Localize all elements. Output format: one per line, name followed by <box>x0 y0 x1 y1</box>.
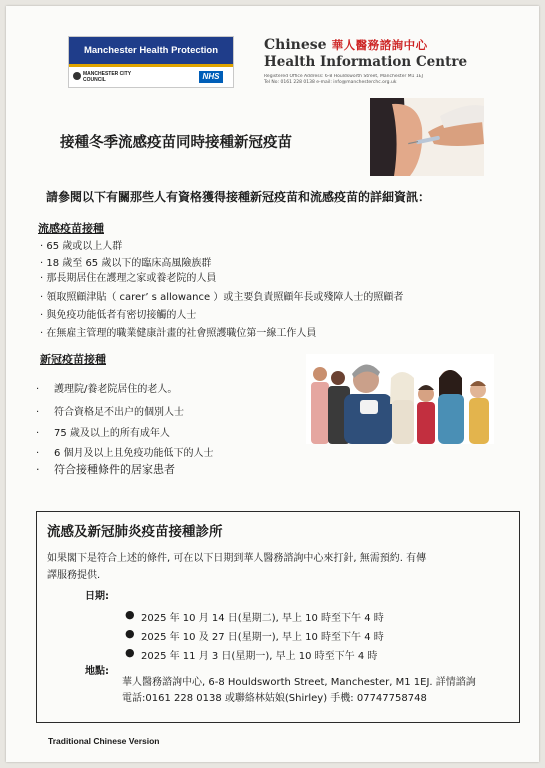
chc-address-block <box>264 74 464 86</box>
flu-item: · 與免疫功能低者有密切接觸的人士 <box>40 310 197 321</box>
page-title: 接種冬季流感疫苗同時接種新冠疫苗 <box>60 135 292 151</box>
bullet-icon: ● <box>125 608 135 621</box>
vaccination-photo <box>370 98 484 176</box>
bullet-icon: · <box>36 448 40 459</box>
mhp-logo-title: Manchester Health Protection <box>69 37 233 64</box>
flu-item: · 那長期居住在護理之家或養老院的人員 <box>40 273 217 284</box>
clinic-description-line2: 譯服務提供. <box>47 570 101 581</box>
bullet-icon: · <box>36 428 40 439</box>
manchester-health-protection-logo <box>68 36 234 88</box>
clinic-info-box: 流感及新冠肺炎疫苗接種診所 如果閣下是符合上述的條件, 可在以下日期到華人醫務諮詢中心來打針, 無需預約. 有傳 譯服務提供. 日期: ● 2025 年 10 月 14 日(星期二), 早上 10 時至下午 4 時 ● 2025 年 10 及 27 日(星期一), 早上 10 時至下午 4 時 ● 2025 年 11 月 3 日(星期一), 早上 10 時至下午 4 時 地點: 華人醫務諮詢中心, 6-8 Houldsworth Street, Manchester, M1 1EJ. 詳情諮詢 電話:0161 228 0138 或聯絡林姑娘(Shirley) 手機: 07747758748 <box>36 511 520 723</box>
chc-chinese-name: 華人醫務諮詢中心 <box>331 38 428 52</box>
chc-english-line2: Health Information Centre <box>264 54 468 70</box>
clinic-address: 華人醫務諮詢中心, 6-8 Houldsworth Street, Manchester, M1 1EJ. 詳情諮詢 <box>122 677 476 688</box>
date-label: 日期: <box>85 591 109 602</box>
bullet-icon: ● <box>125 646 135 659</box>
chc-address: Registered Office Address: 6-8 Houldsworth Street, Manchester M1 1EJ <box>264 74 423 79</box>
bullet-icon: · <box>36 384 40 395</box>
chinese-health-info-centre-logo <box>264 34 468 94</box>
community-group-photo <box>306 354 494 444</box>
covid-heading: 新冠疫苗接種 <box>40 353 106 366</box>
bullet-icon: ● <box>125 627 135 640</box>
clinic-title: 流感及新冠肺炎疫苗接種診所 <box>47 524 223 540</box>
city-council-crest-icon <box>73 72 81 80</box>
flu-item: · 領取照顧津貼（ carer’ s allowance ）或主要負責照顧年長或殘障人士的照顧者 <box>40 292 404 303</box>
flyer-page: Manchester Health Protection MANCHESTER CITY COUNCIL NHS Chinese 華人醫務諮詢中心 Health Information Centre Registered Office Address: 6-8 Houldsworth Street, Manchester M1 1EJ Tel No: 0161 228 0138 e-mail: info@manchesterchc.org.uk 接種冬季流感疫苗同時接種新冠疫苗 請參閱以下有關那些人有資格獲得接種新冠疫苗和流感疫苗的詳細資訊： 流感疫苗接種 · 65 歲或以上人群 · 18 歲至 65 歲以下的臨床高風險族群 · 那長期居住在護理之家或養老院的人員 · 領取照顧津貼（ carer’ s allowance ）或主要負責照顧年長或殘障人士的照顧者 · 與免疫功能低者有密切接觸的人士 · 在無雇主管理的職業健康計畫的社會照護職位第一線工作人員 新冠疫苗接種 · 護理院/養老院居住的老人。 · 符合資格足不出户的個別人士 · 75 歲及以上的所有成年人 · 6 個月及以上且免疫功能低下的人士 · 符合接種條件的居家患者 流感及新冠肺炎疫苗接種診所 如果閣下是符合上述的條件, 可在以下日期到華人醫務諮詢中心來打針, 無需預約. 有傳 譯服務提供. 日期: ● 2025 年 10 月 14 日(星期二), 早上 10 時至下午 4 時 ● 2025 年 10 及 27 日(星期一), 早上 10 時至下午 4 時 ● 2025 年 11 月 3 日(星期一), 早上 10 時至下午 4 時 地點: 華人醫務諮詢中心, 6-8 Houldsworth Street, Manchester, M1 1EJ. 詳情諮詢 電話:0161 228 0138 或聯絡林姑娘(Shirley) 手機: 07747758748 Traditional Chinese Version <box>6 6 539 762</box>
flu-item: · 在無雇主管理的職業健康計畫的社會照護職位第一線工作人員 <box>40 328 317 339</box>
bullet-icon: · <box>36 463 40 476</box>
clinic-contact-phone: 電話:0161 228 0138 或聯絡林姑娘(Shirley) 手機: 07747758748 <box>122 693 427 704</box>
clinic-description-line1: 如果閣下是符合上述的條件, 可在以下日期到華人醫務諮詢中心來打針, 無需預約. 有傳 <box>47 553 427 564</box>
chc-english-line1: Chinese <box>264 37 327 53</box>
version-footer: Traditional Chinese Version <box>48 736 160 746</box>
flu-item: · 65 歲或以上人群 <box>40 241 123 252</box>
flu-item: · 18 歲至 65 歲以下的臨床高風險族群 <box>40 258 212 269</box>
location-label: 地點: <box>85 666 109 677</box>
nhs-logo: NHS <box>199 71 223 83</box>
eligibility-intro: 請參閱以下有關那些人有資格獲得接種新冠疫苗和流感疫苗的詳細資訊： <box>46 190 431 204</box>
flu-heading: 流感疫苗接種 <box>38 222 104 235</box>
chc-contact: Tel No: 0161 228 0138 e-mail: info@manchesterchc.org.uk <box>264 80 397 85</box>
city-council-label: MANCHESTER CITY COUNCIL <box>83 71 131 83</box>
bullet-icon: · <box>36 407 40 418</box>
